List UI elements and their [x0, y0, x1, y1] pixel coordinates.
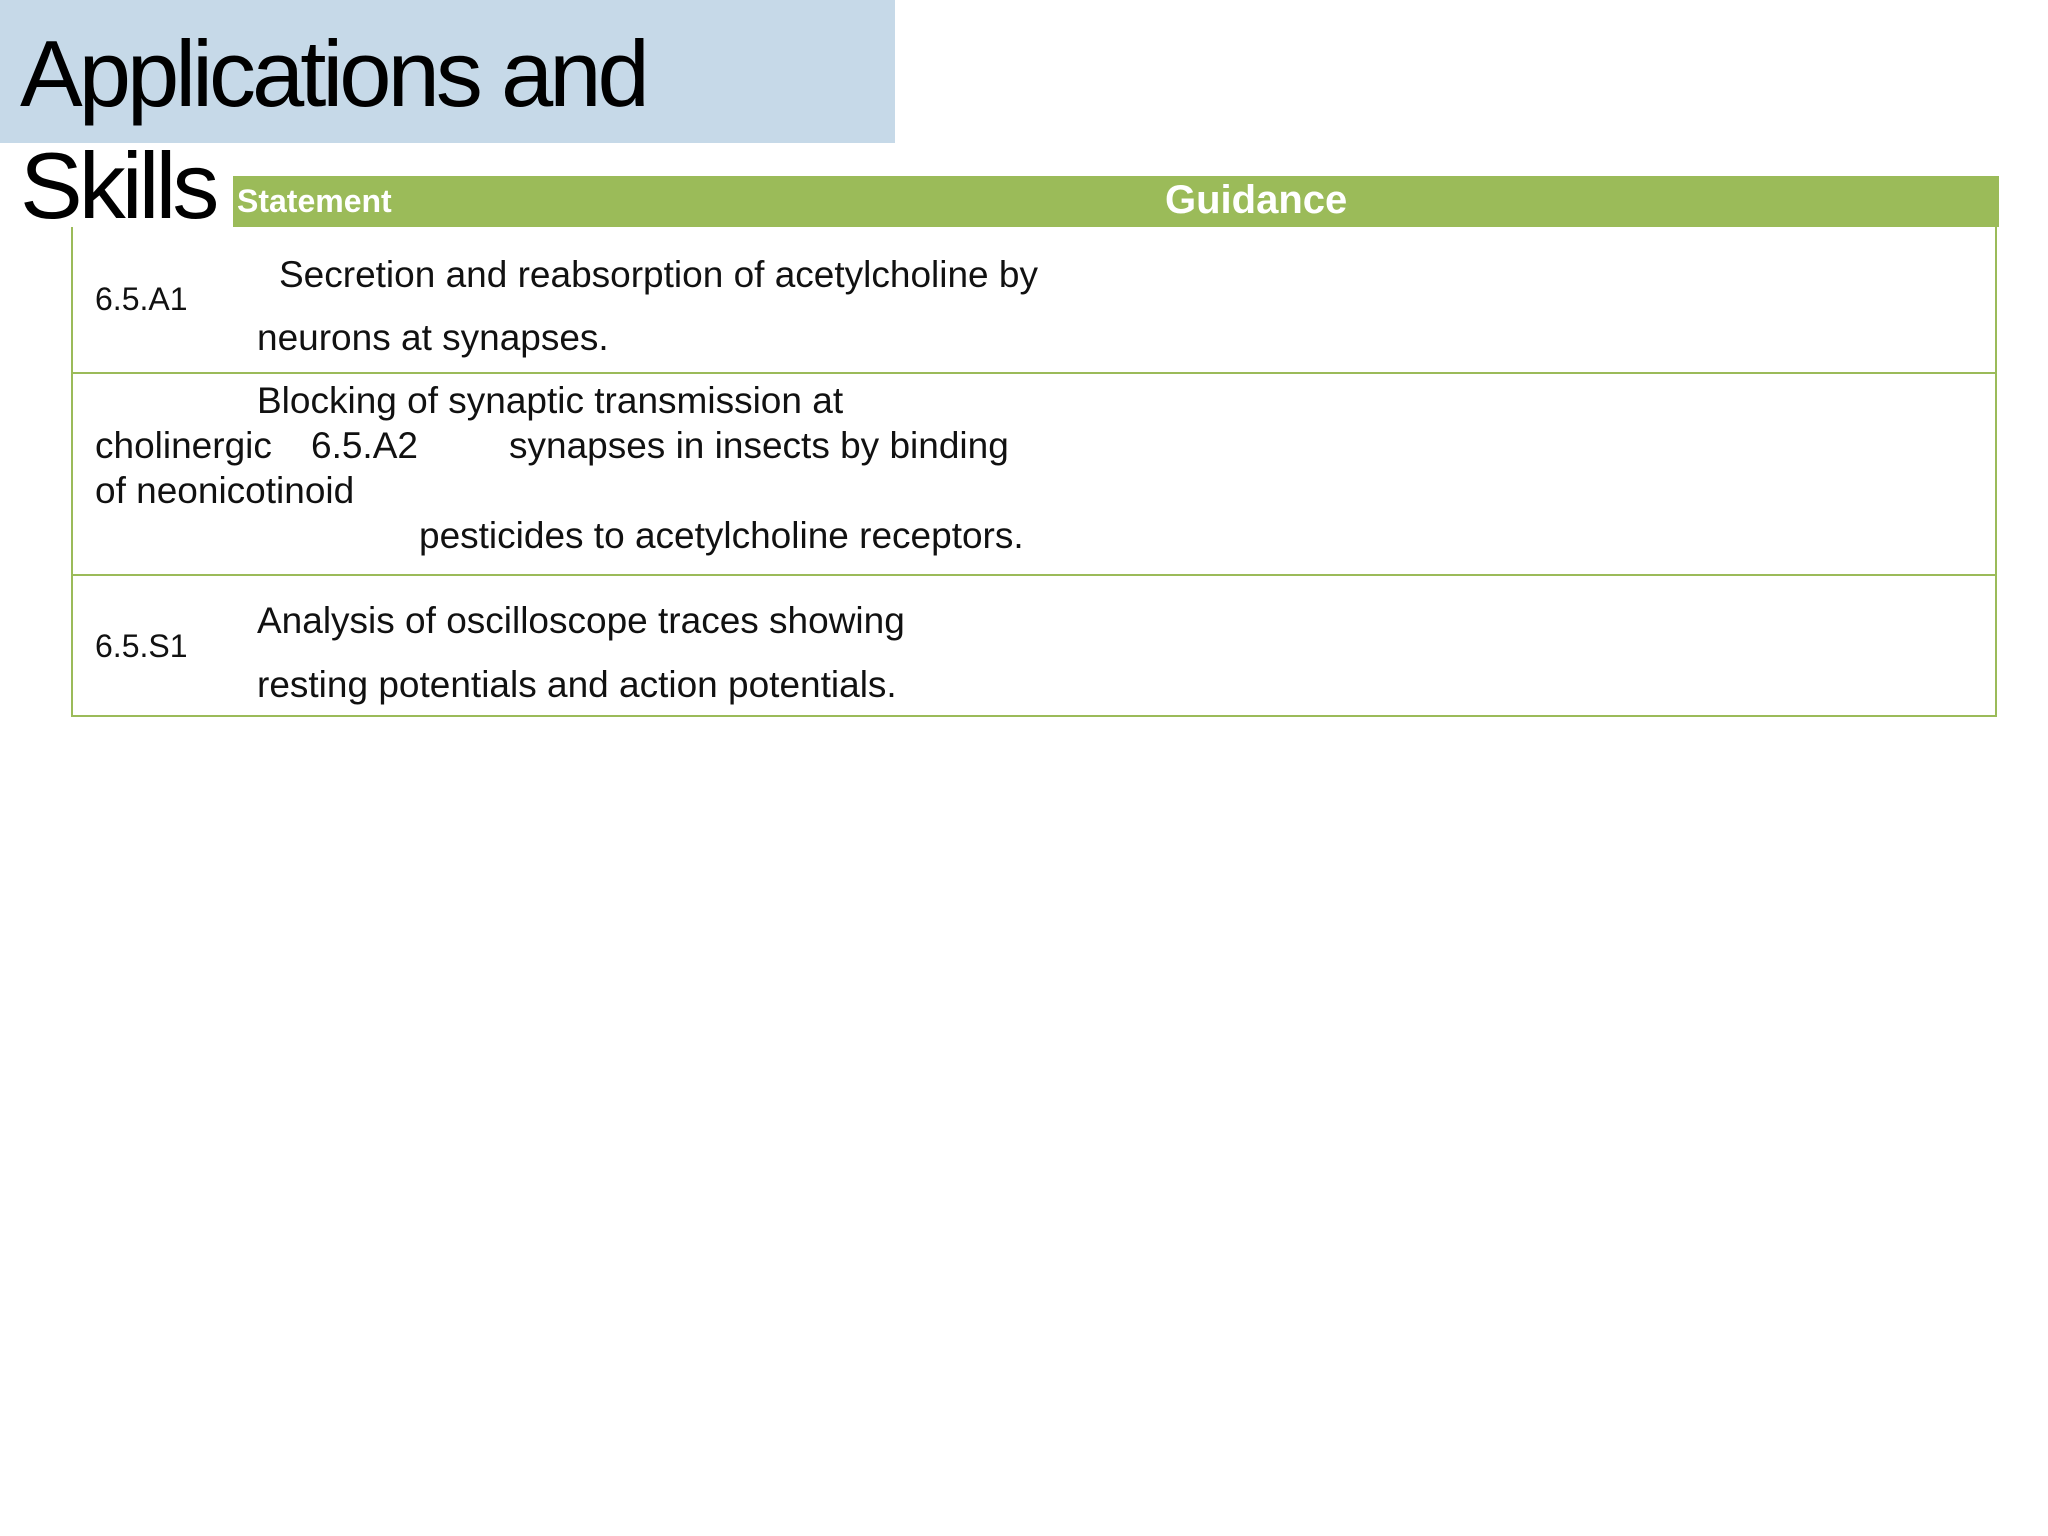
table-header — [233, 176, 1999, 227]
row-divider — [73, 372, 1995, 374]
header-guidance: Guidance — [1165, 178, 1348, 222]
row-code: 6.5.A1 — [95, 281, 188, 317]
row-statement: neurons at synapses. — [257, 317, 609, 358]
slide-title-line2: Skills — [20, 133, 216, 238]
row-statement: resting potentials and action potentials. — [257, 664, 897, 705]
row-statement: pesticides to acetylcholine receptors. — [419, 515, 1024, 556]
row-statement: synapses in insects by binding — [509, 425, 1009, 466]
row-statement: Analysis of oscilloscope traces showing — [257, 600, 905, 641]
statements-table — [71, 227, 1997, 717]
header-statement: Statement — [237, 183, 392, 219]
row-divider — [73, 574, 1995, 576]
row-statement: of neonicotinoid — [95, 470, 355, 511]
row-code: 6.5.A2 — [311, 425, 418, 466]
row-statement: Secretion and reabsorption of acetylcholine by — [279, 254, 1038, 295]
row-code: 6.5.S1 — [95, 628, 188, 664]
row-statement: Blocking of synaptic transmission at — [257, 380, 844, 421]
slide-title-line1: Applications and — [20, 21, 646, 126]
row-statement: cholinergic — [95, 425, 272, 466]
